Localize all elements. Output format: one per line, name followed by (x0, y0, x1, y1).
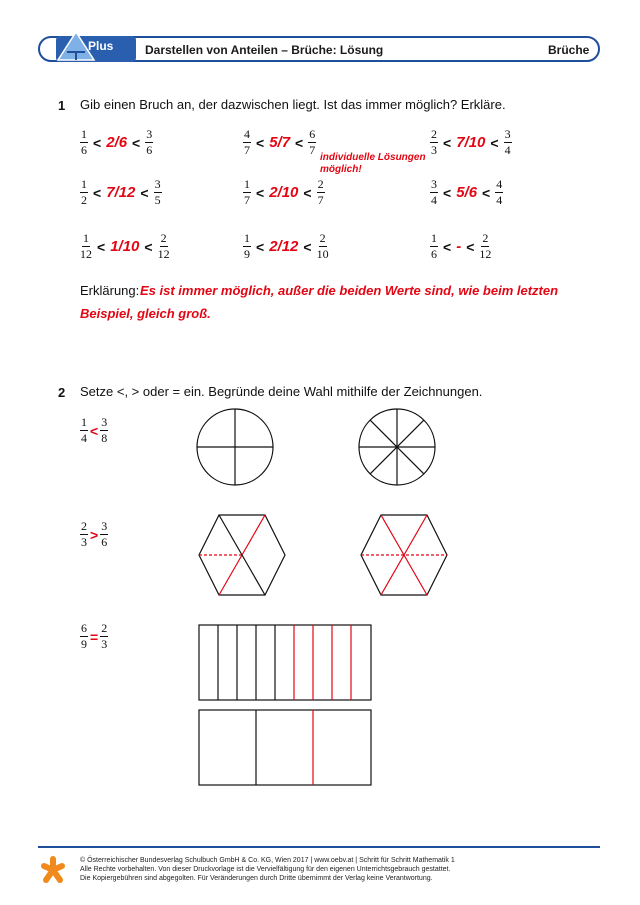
less-than-sign: < (482, 184, 491, 201)
explanation-line-2: Beispiel, gleich groß. (80, 306, 211, 321)
denominator: 5 (154, 193, 161, 207)
fraction-between-item (243, 178, 325, 207)
comparison-sign: < (90, 422, 99, 439)
comparison-sign: > (90, 526, 99, 543)
right-fraction (100, 416, 108, 445)
less-than-sign: < (443, 134, 452, 151)
comparison-item (80, 622, 108, 651)
numerator: 2 (482, 231, 489, 245)
right-fraction (100, 520, 108, 549)
upper-fraction (495, 178, 503, 207)
denominator: 2 (81, 193, 87, 207)
answer-fraction: 2/12 (269, 238, 299, 255)
circle-quarters (197, 409, 273, 485)
answer-fraction: 7/10 (456, 134, 486, 151)
denominator: 12 (157, 247, 170, 261)
topic-label: Brüche (548, 43, 590, 57)
left-fraction (80, 416, 88, 445)
less-than-sign: < (93, 184, 102, 201)
right-fraction (100, 622, 108, 651)
explanation-label: Erklärung: (80, 283, 140, 298)
upper-fraction (504, 128, 512, 157)
rectangle-drawings (195, 620, 375, 790)
footer-line-3: Die Kopiergebühren sind abgegolten. Für Veränderungen durch Dritte übernimmt der Verlag keine Verantwortung. (80, 875, 433, 882)
numerator: 2 (81, 519, 87, 533)
task1-question: Gib einen Bruch an, der dazwischen liegt. Ist das immer möglich? Erkläre. (80, 97, 506, 112)
less-than-sign: < (256, 184, 265, 201)
numerator: 3 (101, 519, 108, 533)
fraction-between-item (430, 178, 503, 207)
numerator: 2 (319, 231, 326, 245)
denominator: 3 (101, 637, 108, 651)
circle-drawings (190, 405, 450, 495)
note-line-2: möglich! (320, 164, 362, 175)
comparison-item (80, 416, 108, 445)
upper-fraction (479, 232, 491, 261)
less-than-sign: < (303, 238, 312, 255)
task1-number: 1 (58, 98, 66, 113)
fraction-between-item (80, 128, 153, 157)
less-than-sign: < (132, 134, 141, 151)
less-than-sign: < (443, 238, 452, 255)
lower-fraction (80, 178, 88, 207)
upper-fraction (154, 178, 162, 207)
numerator: 3 (101, 415, 108, 429)
less-than-sign: < (295, 134, 304, 151)
logo-text: Plus (88, 39, 114, 53)
fraction-between-item (430, 232, 491, 261)
hexagon-drawings (190, 512, 450, 602)
numerator: 2 (431, 127, 437, 141)
denominator: 7 (309, 143, 316, 157)
denominator: 6 (81, 143, 87, 157)
rectangle-thirds (199, 710, 371, 785)
lower-fraction (80, 232, 92, 261)
fraction-between-item (80, 178, 162, 207)
denominator: 6 (101, 535, 108, 549)
denominator: 4 (81, 431, 87, 445)
denominator: 4 (431, 193, 437, 207)
less-than-sign: < (140, 184, 149, 201)
lower-fraction (243, 232, 251, 261)
denominator: 3 (81, 535, 87, 549)
denominator: 9 (244, 247, 250, 261)
numerator: 1 (81, 415, 87, 429)
numerator: 1 (431, 231, 437, 245)
fraction-between-item (243, 128, 316, 157)
upper-fraction (317, 178, 325, 207)
upper-fraction (145, 128, 153, 157)
lower-fraction (430, 232, 438, 261)
denominator: 4 (504, 143, 511, 157)
lower-fraction (430, 178, 438, 207)
numerator: 3 (146, 127, 153, 141)
fraction-between-item (430, 128, 512, 157)
circle-eighths (359, 409, 435, 485)
numerator: 3 (504, 127, 511, 141)
footer-line-2: Alle Rechte vorbehalten. Von dieser Druckvorlage ist die Vervielfältigung für den eigenen Unterrichtsgebrauch gestattet. (80, 866, 451, 873)
numerator: 2 (101, 621, 108, 635)
upper-fraction (308, 128, 316, 157)
denominator: 12 (479, 247, 492, 261)
denominator: 4 (496, 193, 503, 207)
denominator: 6 (146, 143, 153, 157)
footer-divider (38, 846, 600, 848)
numerator: 2 (160, 231, 167, 245)
note-line-1: individuelle Lösungen (320, 152, 426, 163)
upper-fraction (317, 232, 329, 261)
denominator: 7 (244, 193, 250, 207)
numerator: 1 (244, 231, 250, 245)
less-than-sign: < (256, 238, 265, 255)
numerator: 4 (244, 127, 250, 141)
less-than-sign: < (303, 184, 312, 201)
denominator: 9 (81, 637, 87, 651)
rectangle-ninths (199, 625, 371, 700)
task2-number: 2 (58, 385, 66, 400)
answer-fraction: - (456, 238, 462, 255)
hexagon-thirds (199, 515, 285, 595)
less-than-sign: < (466, 238, 475, 255)
left-fraction (80, 520, 88, 549)
lower-fraction (243, 128, 251, 157)
upper-fraction (158, 232, 170, 261)
left-fraction (80, 622, 88, 651)
answer-fraction: 5/6 (456, 184, 478, 201)
numerator: 1 (244, 177, 250, 191)
individual-solutions-note (320, 152, 426, 176)
fraction-between-item (243, 232, 329, 261)
denominator: 12 (80, 247, 92, 261)
less-than-sign: < (97, 238, 106, 255)
lower-fraction (430, 128, 438, 157)
answer-fraction: 2/10 (269, 184, 299, 201)
hexagon-sixths (361, 515, 447, 595)
explanation-line-1: Es ist immer möglich, außer die beiden Werte sind, wie beim letzten (140, 283, 559, 298)
numerator: 2 (317, 177, 324, 191)
numerator: 1 (81, 177, 87, 191)
comparison-sign: = (90, 628, 99, 645)
less-than-sign: < (443, 184, 452, 201)
denominator: 7 (317, 193, 324, 207)
denominator: 3 (431, 143, 437, 157)
lower-fraction (243, 178, 251, 207)
footer-copyright (80, 856, 455, 883)
publisher-logo-icon (40, 855, 66, 885)
numerator: 6 (309, 127, 316, 141)
answer-fraction: 1/10 (110, 238, 140, 255)
numerator: 1 (83, 231, 89, 245)
numerator: 3 (154, 177, 161, 191)
less-than-sign: < (93, 134, 102, 151)
page-title: Darstellen von Anteilen – Brüche: Lösung (145, 43, 384, 57)
answer-fraction: 7/12 (106, 184, 136, 201)
less-than-sign: < (256, 134, 265, 151)
task2-question: Setze <, > oder = ein. Begründe deine Wahl mithilfe der Zeichnungen. (80, 384, 483, 399)
less-than-sign: < (490, 134, 499, 151)
answer-fraction: 5/7 (269, 134, 291, 151)
numerator: 3 (431, 177, 437, 191)
denominator: 10 (316, 247, 329, 261)
answer-fraction: 2/6 (106, 134, 128, 151)
lower-fraction (80, 128, 88, 157)
denominator: 6 (431, 247, 437, 261)
numerator: 1 (81, 127, 87, 141)
footer-line-1: © Österreichischer Bundesverlag Schulbuch GmbH & Co. KG, Wien 2017 | www.oebv.at | Schritt für Schritt Mathematik 1 (80, 857, 455, 864)
less-than-sign: < (144, 238, 153, 255)
denominator: 7 (244, 143, 250, 157)
denominator: 8 (101, 431, 108, 445)
numerator: 4 (496, 177, 503, 191)
numerator: 6 (81, 621, 87, 635)
fraction-between-item (80, 232, 170, 261)
comparison-item (80, 520, 108, 549)
